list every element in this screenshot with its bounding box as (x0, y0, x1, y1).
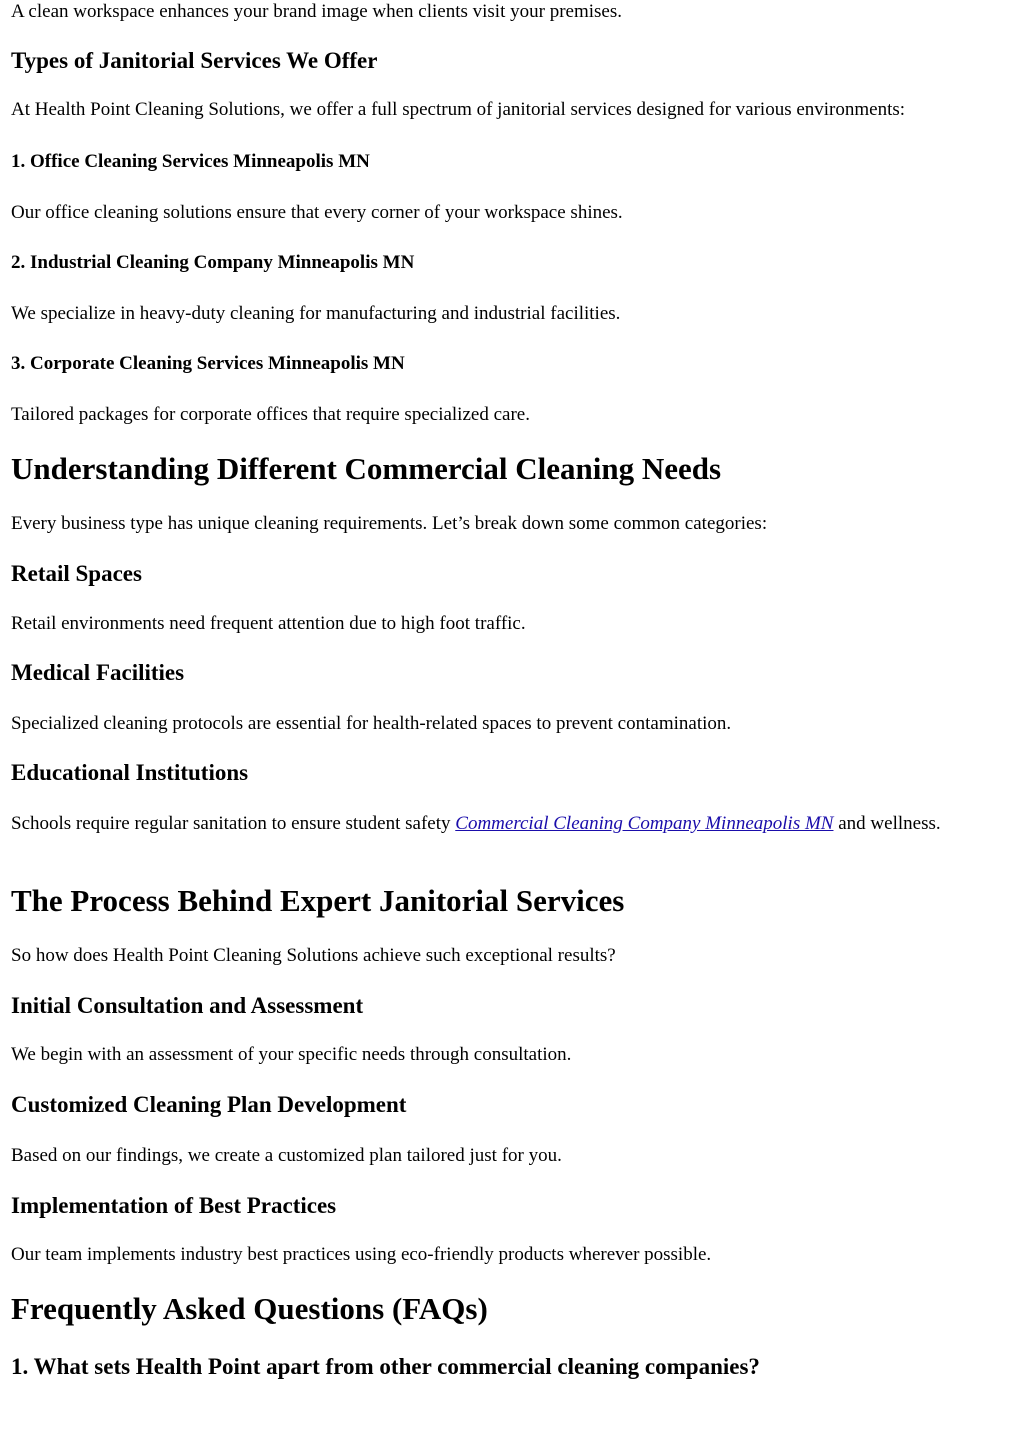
faq-heading: Frequently Asked Questions (FAQs) (11, 1291, 488, 1326)
corporate-cleaning-paragraph: Tailored packages for corporate offices that require specialized care. (11, 404, 530, 425)
needs-heading: Understanding Different Commercial Cleaning Needs (11, 451, 722, 486)
educational-text-before: Schools require regular sanitation to ensure student safety (11, 813, 456, 834)
plan-development-heading: Customized Cleaning Plan Development (11, 1092, 407, 1117)
industrial-cleaning-heading: 2. Industrial Cleaning Company Minneapolis MN (11, 252, 415, 273)
medical-facilities-heading: Medical Facilities (11, 660, 185, 685)
needs-intro-paragraph: Every business type has unique cleaning requirements. Let’s break down some common categories: (11, 513, 768, 534)
faq-question-1: 1. What sets Health Point apart from other commercial cleaning companies? (11, 1354, 760, 1379)
educational-text-after: and wellness. (833, 813, 941, 834)
commercial-cleaning-link[interactable]: Commercial Cleaning Company Minneapolis MN (455, 813, 834, 834)
educational-institutions-heading: Educational Institutions (11, 760, 249, 785)
consultation-paragraph: We begin with an assessment of your specific needs through consultation. (11, 1044, 572, 1065)
types-intro-paragraph: At Health Point Cleaning Solutions, we offer a full spectrum of janitorial services designed for various environments: (11, 99, 906, 120)
best-practices-heading: Implementation of Best Practices (11, 1193, 337, 1218)
intro-tail-paragraph: A clean workspace enhances your brand image when clients visit your premises. (11, 1, 622, 22)
retail-spaces-heading: Retail Spaces (11, 561, 142, 586)
industrial-cleaning-paragraph: We specialize in heavy-duty cleaning for manufacturing and industrial facilities. (11, 303, 621, 324)
types-heading: Types of Janitorial Services We Offer (11, 48, 378, 73)
retail-spaces-paragraph: Retail environments need frequent attention due to high foot traffic. (11, 613, 526, 634)
consultation-heading: Initial Consultation and Assessment (11, 993, 364, 1018)
office-cleaning-heading: 1. Office Cleaning Services Minneapolis MN (11, 151, 370, 172)
office-cleaning-paragraph: Our office cleaning solutions ensure that every corner of your workspace shines. (11, 202, 623, 223)
best-practices-paragraph: Our team implements industry best practices using eco-friendly products wherever possible. (11, 1244, 712, 1265)
educational-institutions-paragraph (11, 812, 1011, 835)
process-heading: The Process Behind Expert Janitorial Services (11, 883, 625, 918)
process-intro-paragraph: So how does Health Point Cleaning Solutions achieve such exceptional results? (11, 945, 616, 966)
corporate-cleaning-heading: 3. Corporate Cleaning Services Minneapolis MN (11, 353, 405, 374)
plan-development-paragraph: Based on our findings, we create a customized plan tailored just for you. (11, 1145, 562, 1166)
medical-facilities-paragraph: Specialized cleaning protocols are essential for health-related spaces to prevent contamination. (11, 713, 732, 734)
